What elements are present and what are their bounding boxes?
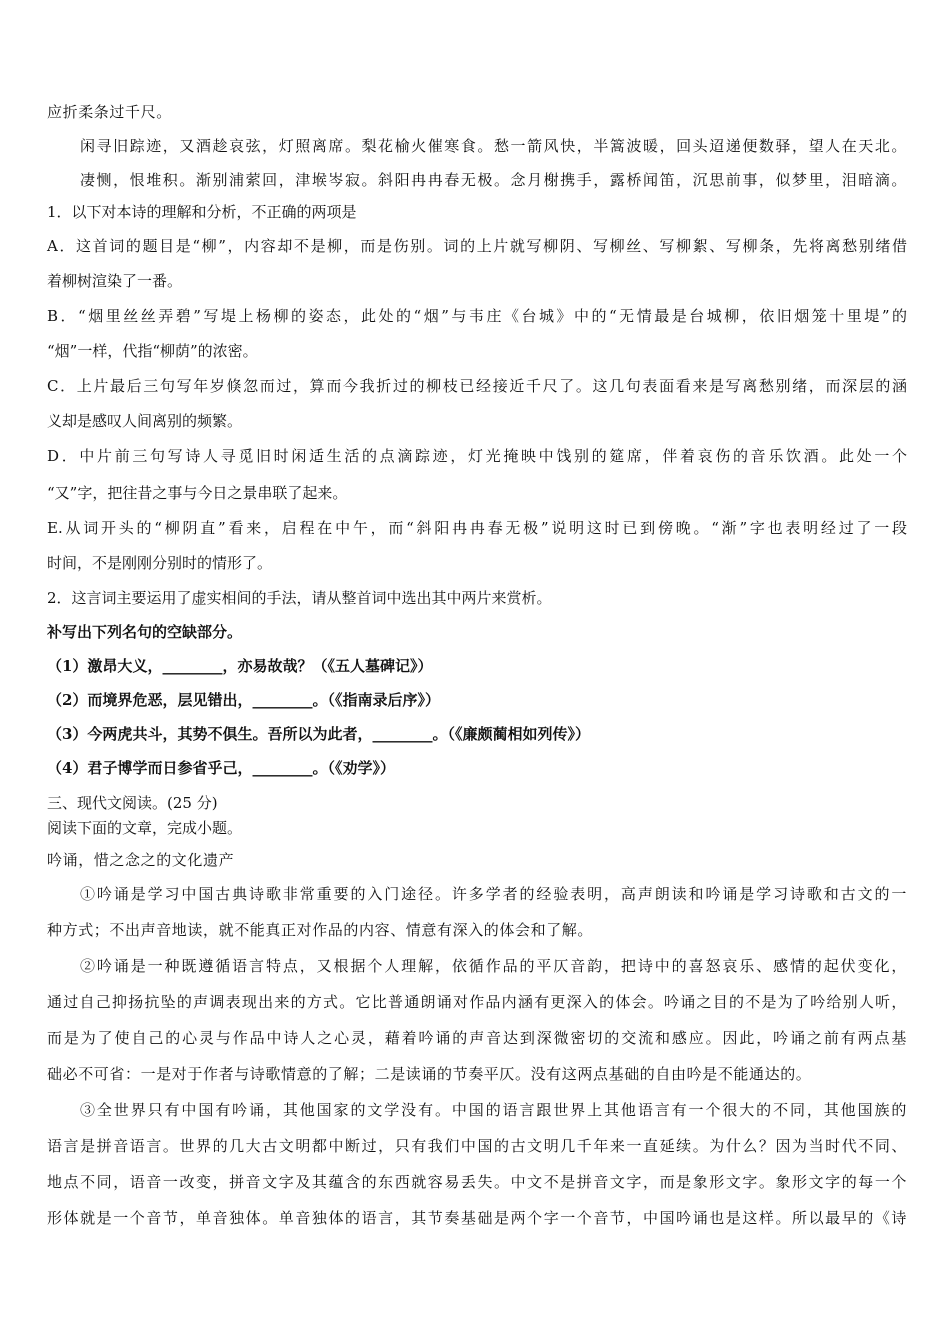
fill-blank-item-2: （2）而境界危恶，层见错出，________。（《指南录后序》） (47, 691, 440, 709)
reading-instruction: 阅读下面的文章，完成小题。 (47, 819, 243, 837)
option-e-line-1: E.从词开头的“柳阴直”看来，启程在中午，而“斜阳冉冉春无极”说明这时已到傍晚。“渐”字也表明经过了一段 (47, 519, 907, 537)
fill-blank-item-1: （1）激昂大义，________，亦易故哉？（《五人墓碑记》） (47, 657, 433, 675)
fill-blank-title: 补写出下列名句的空缺部分。 (47, 623, 243, 641)
paragraph-1-line-2: 种方式；不出声音地读，就不能真正对作品的内容、情意有深入的体会和了解。 (47, 921, 594, 939)
paragraph-2-line-3: 而是为了使自己的心灵与作品中诗人之心灵，藉着吟诵的声音达到深微密切的交流和感应。因此，吟诵之前有两点基 (47, 1029, 907, 1047)
paragraph-2-line-1: ②吟诵是一种既遵循语言特点，又根据个人理解，依循作品的平仄音韵，把诗中的喜怒哀乐、感情的起伏变化， (80, 957, 907, 975)
fill-blank-item-3: （3）今两虎共斗，其势不俱生。吾所以为此者，________。（《廉颇蔺相如列传》） (47, 725, 590, 743)
article-title: 吟诵，惜之念之的文化遗产 (47, 851, 235, 869)
question-2: 2．这言词主要运用了虚实相间的手法，请从整首词中选出其中两片来赏析。 (47, 589, 552, 607)
option-a-line-1: A．这首词的题目是“柳”，内容却不是柳，而是伤别。词的上片就写柳阴、写柳丝、写柳絮、写柳条，先将离愁别绪借 (47, 237, 907, 255)
paragraph-1-line-1: ①吟诵是学习中国古典诗歌非常重要的入门途径。许多学者的经验表明，高声朗读和吟诵是学习诗歌和古文的一 (80, 885, 907, 903)
paragraph-3-line-4: 形体就是一个音节，单音独体。单音独体的语言，其节奏基础是两个字一个音节，中国吟诵也是这样。所以最早的《诗 (47, 1209, 907, 1227)
poem-line-previous: 应折柔条过千尺。 (47, 103, 172, 121)
paragraph-2-line-4: 础必不可省：一是对于作者与诗歌情意的了解；二是读诵的节奏平仄。没有这两点基础的自由吟是不能通达的。 (47, 1065, 812, 1083)
option-c-line-2: 义却是感叹人间离别的频繁。 (47, 412, 243, 430)
paragraph-3-line-3: 地点不同，语音一改变，拼音文字及其蕴含的东西就容易丢失。中文不是拼音文字，而是象形文字。象形文字的每一个 (47, 1173, 907, 1191)
poem-stanza-2: 闲寻旧踪迹，又酒趁哀弦，灯照离席。梨花榆火催寒食。愁一箭风快，半篙波暖，回头迢递便数驿，望人在天北。 (80, 137, 907, 155)
option-e-line-2: 时间，不是刚刚分别时的情形了。 (47, 554, 273, 572)
section-3-heading: 三、现代文阅读。(25 分) (47, 794, 218, 812)
option-c-line-1: C．上片最后三句写年岁倏忽而过，算而今我折过的柳枝已经接近千尺了。这几句表面看来是写离愁别绪，而深层的涵 (47, 377, 907, 395)
paragraph-3-line-1: ③全世界只有中国有吟诵，其他国家的文学没有。中国的语言跟世界上其他语言有一个很大的不同，其他国族的 (80, 1101, 907, 1119)
option-b-line-1: B．“烟里丝丝弄碧”写堤上杨柳的姿态，此处的“烟”与韦庄《台城》中的“无情最是台城柳，依旧烟笼十里堤”的 (47, 307, 907, 325)
option-d-line-2: “又”字，把往昔之事与今日之景串联了起来。 (47, 484, 348, 502)
option-a-line-2: 着柳树渲染了一番。 (47, 272, 183, 290)
option-b-line-2: “烟”一样，代指“柳荫”的浓密。 (47, 342, 258, 360)
poem-stanza-3: 凄恻，恨堆积。渐别浦萦回，津堠岑寂。斜阳冉冉春无极。念月榭携手，露桥闻笛，沉思前事，似梦里，泪暗滴。 (80, 171, 907, 189)
paragraph-3-line-2: 语言是拼音语言。世界的几大古文明都中断过，只有我们中国的古文明几千年来一直延续。为什么？因为当时代不同、 (47, 1137, 907, 1155)
question-1-stem: 1．以下对本诗的理解和分析，不正确的两项是 (47, 203, 357, 221)
option-d-line-1: D．中片前三句写诗人寻觅旧时闲适生活的点滴踪迹，灯光掩映中饯别的筵席，伴着哀伤的音乐饮酒。此处一个 (47, 447, 907, 465)
fill-blank-item-4: （4）君子博学而日参省乎己，________。（《劝学》） (47, 759, 395, 777)
paragraph-2-line-2: 通过自己抑扬抗坠的声调表现出来的方式。它比普通朗诵对作品内涵有更深入的体会。吟诵之目的不是为了吟给别人听， (47, 993, 907, 1011)
